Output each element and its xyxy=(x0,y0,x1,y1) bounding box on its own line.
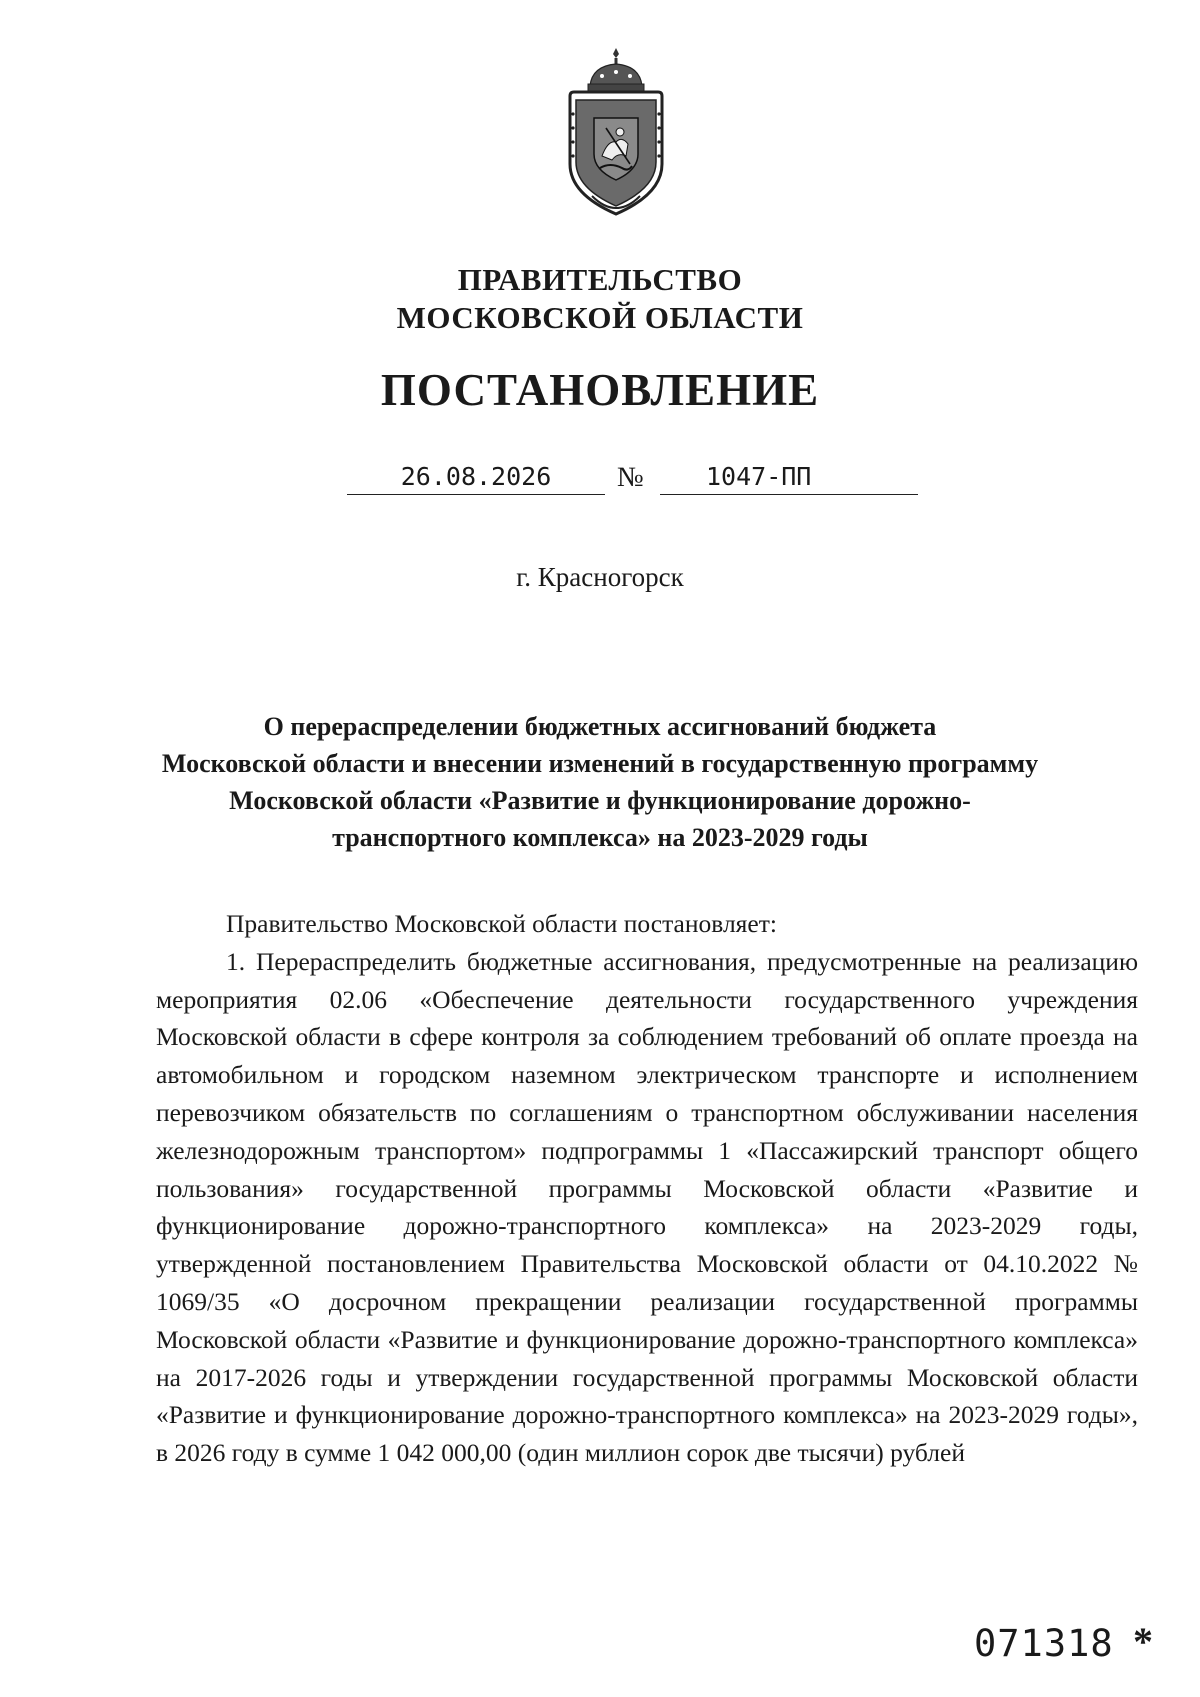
government-name-line2: МОСКОВСКОЙ ОБЛАСТИ xyxy=(396,300,804,335)
number-underline xyxy=(660,494,918,495)
title-line: Московской области и внесении изменений в государственную программу xyxy=(161,749,1039,778)
title-line: транспортного комплекса» на 2023-2029 годы xyxy=(332,823,868,852)
title-line: Московской области «Развитие и функционирование дорожно- xyxy=(229,786,971,815)
government-name-line1: ПРАВИТЕЛЬСТВО xyxy=(457,262,743,297)
registration-line xyxy=(0,460,1200,500)
place-of-issue: г. Красногорск xyxy=(516,562,684,592)
title-line: О перераспределении бюджетных ассигнований бюджета xyxy=(263,712,937,741)
decree-number: 1047-ПП xyxy=(706,462,812,491)
preamble: Правительство Московской области постановляет: xyxy=(226,909,777,938)
decree-title xyxy=(150,708,1050,856)
serial-number: 071318 xyxy=(974,1622,1114,1665)
document-type-heading: ПОСТАНОВЛЕНИЕ xyxy=(380,365,820,415)
number-sign: № xyxy=(617,462,644,493)
paragraph-1: 1. Перераспределить бюджетные ассигнования, предусмотренные на реализацию мероприятия 02.06 «Обеспечение деятельности государственного учреждения Московской области в сфере контроля за соблюдением требований об оплате проезда на автомобильном и городском наземном электрическом транспорте и исполнением перевозчиком обязательств по соглашениям о транспортном обслуживании населения железнодорожным транспортом» подпрограммы 1 «Пассажирский транспорт общего пользования» государственной программы Московской области «Развитие и функционирование дорожно-транспортного комплекса» на 2023-2029 годы, утвержденной постановлением Правительства Московской области от 04.10.2022 № 1069/35 «О досрочном прекращении реализации государственной программы Московской области «Развитие и функционирование дорожно-транспортного комплекса» на 2017-2026 годы и утверждении государственной программы Московской области «Развитие и функционирование дорожно-транспортного комплекса» на 2023-2029 годы», в 2026 году в сумме 1 042 000,00 (один миллион сорок две тысячи) рублей xyxy=(156,946,1138,1468)
decree-body xyxy=(156,905,1138,1472)
decree-date: 26.08.2026 xyxy=(400,462,552,491)
date-underline xyxy=(347,494,605,495)
moscow-oblast-coat-of-arms-icon xyxy=(556,44,676,220)
serial-mark: * xyxy=(1133,1619,1153,1664)
